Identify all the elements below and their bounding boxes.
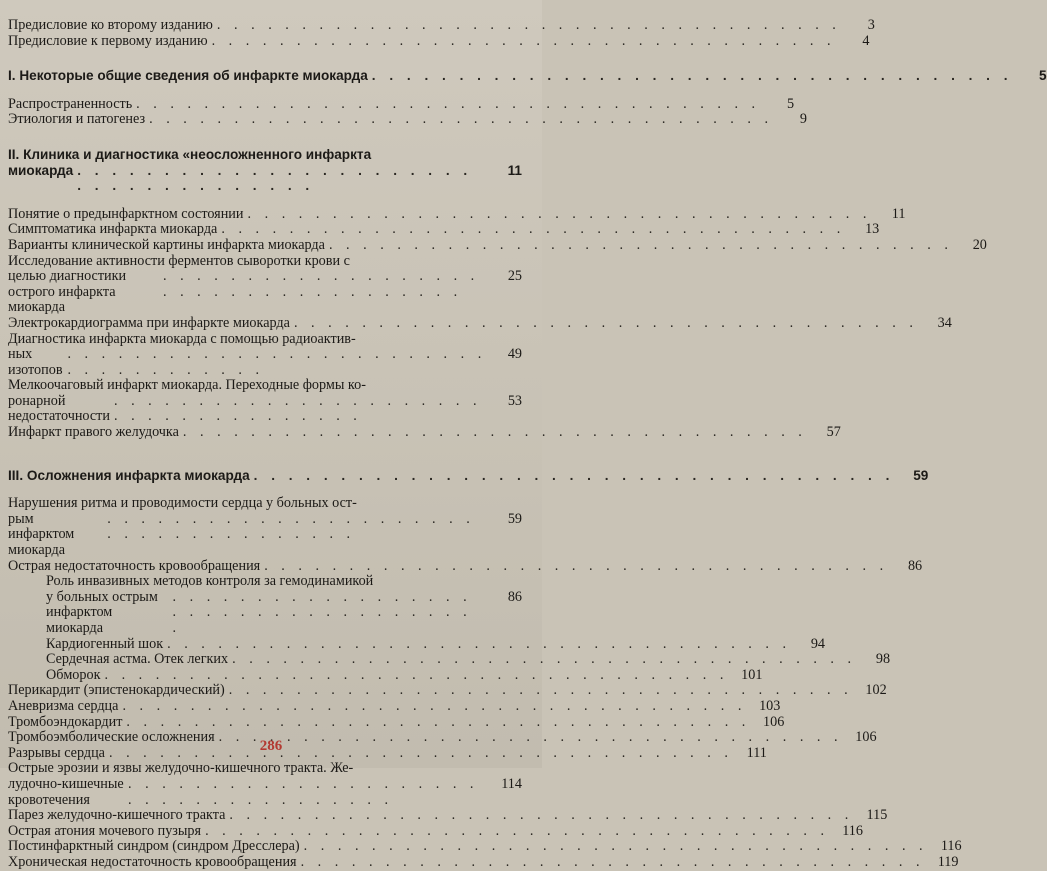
toc-entry [8,697,781,715]
toc-entry-title: Аневризма сердца [8,697,119,714]
toc-page-number: 59 [507,510,522,527]
toc-entry-title: Разрывы сердца [8,744,105,761]
toc-page-number: 57 [826,424,841,441]
leader-dots [221,222,845,238]
toc-entry [8,111,808,128]
toc-page-number: 34 [937,314,952,331]
section-title: I. Некоторые общие сведения об инфаркте миокарда [8,68,368,84]
leader-dots [163,269,488,300]
toc-page-number: 53 [507,392,522,409]
toc-entry-title-line1: Диагностика инфаркта миокарда с помощью радиоактив- [8,330,356,347]
toc-section-heading [8,467,929,484]
toc-entry-title: Симптоматика инфаркта миокарда [8,221,218,238]
leader-dots [104,668,728,684]
toc-entry-title-line2: у больных острым инфарктом миокарда [46,588,158,636]
toc-page-number: 119 [937,853,959,870]
toc-page-number: 106 [763,713,785,730]
toc-entry-title: Сердечная астма. Отек легких [46,651,229,668]
section-title-line2: миокарда [8,162,74,178]
toc-page-number: 103 [759,697,781,714]
toc-entry-title-line2: лудочно-кишечные кровотечения [8,775,124,808]
toc-page-number: 5 [1038,68,1047,84]
leader-dots [122,699,746,715]
toc-entry-title-line1: Мелкоочаговый инфаркт миокарда. Переходные формы ко- [8,377,366,394]
leader-dots [217,18,841,34]
leader-dots [183,425,807,441]
leader-dots [329,238,953,254]
toc-section-heading [8,68,1047,84]
toc-entry [8,17,875,34]
toc-entry [8,32,870,50]
toc-entry-title: Тромбоэмболические осложнения [8,729,215,746]
toc-entry-title: Распространенность [8,95,133,112]
toc-entry-title: Варианты клинической картины инфаркта миокарда [8,236,325,253]
leader-dots [77,163,488,194]
leader-dots [304,839,928,855]
toc-entry [8,424,841,441]
toc-entry-title-line1: Острые эрозии и язвы желудочно-кишечного тракта. Же- [8,760,354,777]
toc-page-number: 86 [507,588,522,605]
toc-page-number: 49 [507,346,522,363]
leader-dots [67,347,488,378]
toc-page-number: 11 [891,205,906,222]
toc-entry-title-line2: ронарной недостаточности [8,392,110,425]
toc-entry-title: Острая атония мочевого пузыря [8,822,202,839]
toc-subentry [8,666,763,684]
toc-page-number: 86 [907,557,923,574]
toc-entry [8,557,923,575]
toc-page-number: 116 [842,822,863,839]
toc-entry [8,682,887,699]
toc-entry [8,853,959,871]
toc-entry [8,254,522,316]
toc-entry-title-line2: целью диагностики острого инфаркта миокарда [8,268,127,316]
section-title: III. Осложнения инфаркта миокарда [8,467,250,483]
toc-section-heading [8,147,522,194]
leader-dots [173,590,489,637]
toc-entry-title: Предисловие ко второму изданию [8,17,213,33]
leader-dots [212,34,836,50]
toc-entry-title: Электрокардиограмма при инфаркте миокарда [8,314,290,331]
leader-dots [229,808,853,824]
toc-entry-title: Предисловие к первому изданию [8,32,208,49]
toc-entry-title-line2: рым инфарктом миокарда [8,510,75,559]
section-title-line1: II. Клиника и диагностика «неосложненного инфаркта [8,146,372,162]
toc-entry-title: Тромбоэндокардит [8,713,123,730]
toc-entry [8,332,522,379]
toc-entry [8,205,906,223]
leader-dots [232,652,856,668]
toc-entry-title: Понятие о предынфарктном состоянии [8,205,244,222]
toc-entry [8,221,880,238]
toc-entry-title: Постинфарктный синдром (синдром Дресслера) [8,838,300,855]
page-number-folio: 286 [259,738,283,754]
toc-entry-title-line1: Роль инвазивных методов контроля за гемодинамикой [46,573,374,590]
toc-page-number: 59 [913,467,929,483]
toc-entry [8,838,962,855]
toc-page-number: 101 [741,666,763,683]
toc-page-number: 106 [855,729,877,746]
toc-entry-title: Парез желудочно-кишечного тракта [8,807,226,824]
toc-page-number: 115 [866,807,888,824]
toc-page-number: 98 [875,651,891,668]
leader-dots [264,559,888,575]
toc-page-number: 13 [865,221,880,238]
leader-dots [294,316,918,332]
toc-page-number: 9 [799,111,808,128]
toc-entry [8,314,952,332]
toc-entry-title-line1: Нарушения ритма и проводимости сердца у больных ост- [8,495,357,512]
toc-entry-title: Инфаркт правого желудочка [8,424,179,441]
toc-entry-title-line2: ных изотопов [8,346,63,378]
toc-entry [8,761,522,808]
toc-entry [8,807,888,824]
toc-entry [8,713,785,731]
toc-subentry [8,635,826,653]
toc-page-number: 114 [501,775,522,792]
toc-page-number: 3 [867,17,875,33]
toc-entry [8,822,863,840]
leader-dots [126,715,750,731]
leader-dots [149,112,773,128]
leader-dots [254,468,895,484]
leader-dots [205,824,829,840]
toc-page-number: 111 [746,744,767,761]
toc-page-number: 94 [810,635,826,652]
toc-entry-title: Кардиогенный шок [46,635,164,652]
leader-dots [136,97,760,113]
toc-page-number: 4 [862,32,870,49]
leader-dots [114,394,488,425]
leader-dots [107,512,488,543]
toc-entry-title: Хроническая недостаточность кровообращения [8,853,297,870]
toc-page-number: 102 [865,682,887,699]
toc-entry-title: Этиология и патогенез [8,111,146,128]
toc-subentry [8,651,891,668]
toc-page-number: 116 [940,838,962,855]
leader-dots [167,637,791,653]
toc-page-number: 20 [972,236,987,253]
leader-dots [248,207,872,223]
toc-subentry [8,574,522,636]
toc-entry [8,95,795,113]
leader-dots [229,683,853,699]
toc-entry-title: Острая недостаточность кровообращения [8,557,261,574]
toc-entry [8,236,987,254]
toc-entry [8,378,522,425]
toc-page-number: 5 [787,95,795,112]
toc-entry [8,496,522,558]
toc-entry-title: Обморок [46,666,101,683]
leader-dots [128,777,488,808]
toc-page-number: 25 [507,268,522,285]
leader-dots [301,855,925,871]
toc-entry-title-line1: Исследование активности ферментов сыворотки крови с [8,252,350,269]
leader-dots [372,68,1013,84]
toc-page-number: 11 [507,162,522,178]
toc-entry-title: Перикардит (эпистенокардический) [8,682,225,699]
